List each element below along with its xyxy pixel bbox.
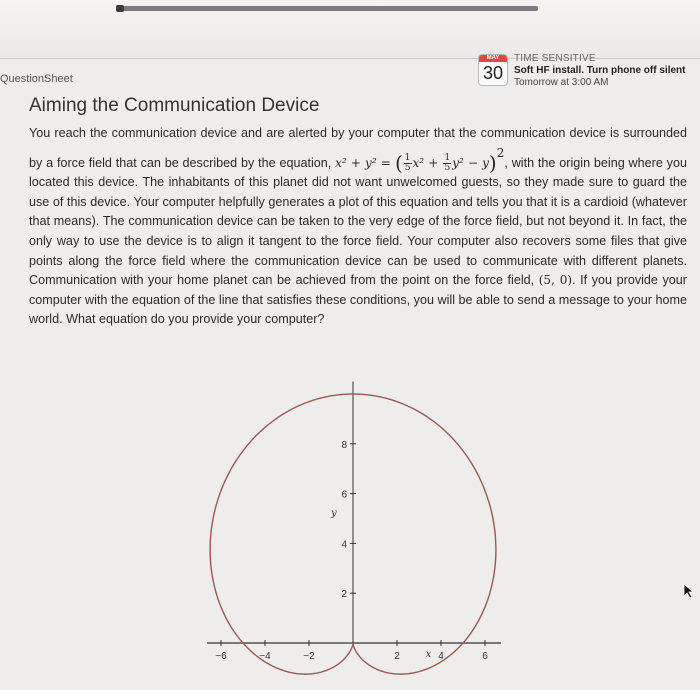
problem-text-part-2: , with the origin being where you located this device. The inhabitants of this planet did not want unwelcomed guests, so they made sure to guard the use of this device. Your computer helpfully generates a plot of this equation and tells you that it is a cardioid (whatever that means). The communication device can be taken to the very edge of the force field, but not beyond it. In fact, the only way to use the device is to align it tangent to the force field. Your computer also recovers some files that give points along the force field where the communication device can be used to communicate with different planets. Communication with your home planet can be achieved from the point on the force field,: [29, 155, 687, 288]
notification-message: Soft HF install. Turn phone off silent: [514, 65, 686, 76]
x-tick-label: −2: [303, 651, 315, 662]
section-label: QuestionSheet: [0, 73, 73, 85]
problem-text-part-3: . If you provide your computer with the equation of the line that satisfies these conditions, you will be able to send a message to your home world. What equation do you provide your computer?: [29, 273, 687, 327]
x-tick-label: −4: [259, 651, 271, 662]
tangent-point: (5, 0): [538, 273, 573, 288]
notification-time: Tomorrow at 3:00 AM: [514, 77, 609, 88]
problem-text-part-1: You reach the communication device and are alerted by your computer that the communication device is surrounded by a force field that can be described by the equation,: [29, 126, 687, 170]
y-axis-label: y: [331, 508, 337, 520]
calendar-day: 30: [482, 63, 504, 83]
y-tick-label: 4: [341, 539, 347, 551]
y-tick-label: 6: [341, 489, 347, 501]
equation-y-terms: y² − y: [452, 155, 489, 170]
equation-left: x² + y² =: [335, 155, 395, 170]
x-tick-label: 4: [438, 651, 444, 662]
x-axis-label: x: [425, 649, 432, 660]
equation-denominator-b: 5: [444, 162, 451, 173]
x-tick-label: 6: [482, 651, 488, 662]
mouse-pointer-icon: [683, 583, 695, 599]
y-tick-label: 2: [341, 589, 347, 601]
problem-text: You reach the communication device and are alerted by your computer that the communication device is surrounded by a force field that can be described by the equation, x² + y² = ( $\frac{1}{5}$ x² + $\frac{1}{5}$ y² − y)2, with the origin being where you located this device. The inhabitants of this planet did not want unwelcomed guests, so they made sure to guard the use of this device. Your computer helpfully generates a plot of this equation and tells you that it is a cardioid (whatever that means). The communication device can be taken to the very edge of the force field, but not beyond it. In fact, the only way to use the device is to align it tangent to the force field. Your computer also recovers some files that give points along the force field where the communication device can be used to communicate with different planets. Communication with your home planet can be achieved from the point on the force field, (5, 0). If you provide your computer with the equation of the line that satisfies these conditions, you will be able to send a message to your home world. What equation do you provide your computer?: [29, 126, 687, 327]
equation-numerator-b: 1: [444, 152, 451, 163]
equation-numerator-a: 1: [404, 152, 411, 163]
equation-denominator-a: 5: [404, 162, 411, 173]
x-tick-label: −6: [215, 651, 227, 662]
equation-x-term: x² +: [412, 155, 443, 170]
notification-category: TIME SENSITIVE: [514, 53, 596, 64]
y-tick-label: 8: [341, 439, 347, 451]
problem-title: Aiming the Communication Device: [29, 95, 320, 116]
equation-exponent: 2: [496, 145, 505, 160]
calendar-month: MAY: [479, 55, 507, 62]
x-tick-label: 2: [394, 651, 400, 662]
